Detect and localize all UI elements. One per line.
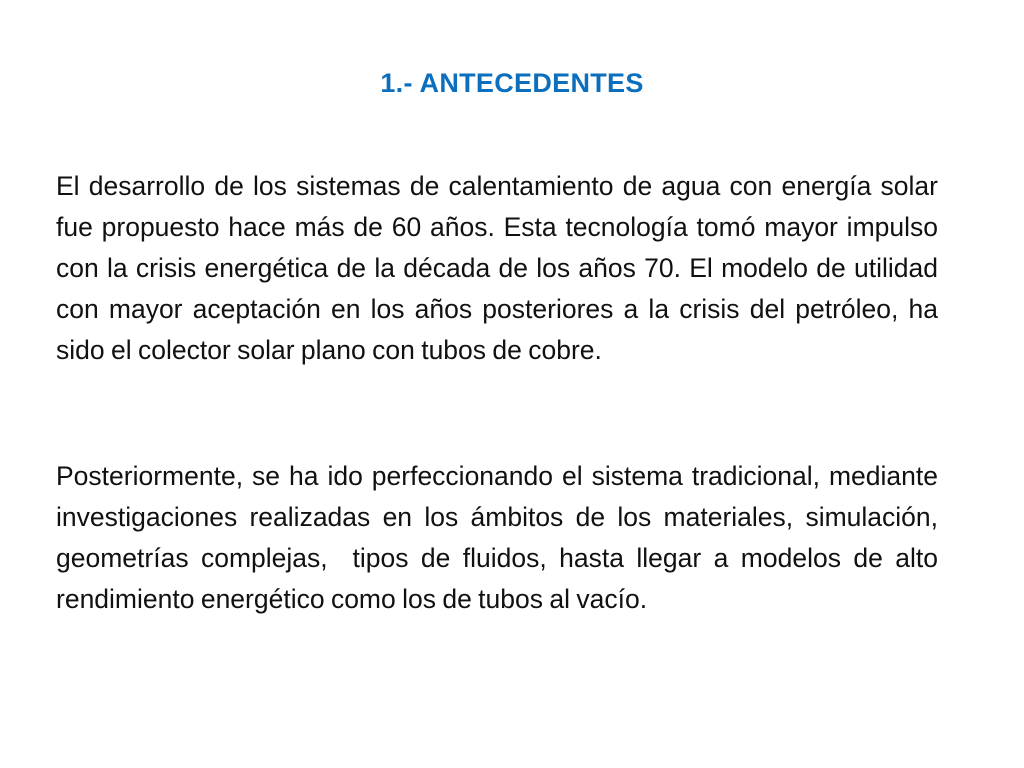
- slide-title: 1.- ANTECEDENTES: [380, 68, 644, 98]
- paragraph-development: Posteriormente, se ha ido perfeccionando el sistema tradicional, mediante investigaciones realizadas en los ámbitos de los materiales, simulación, geometrías complejas, tipos de fluidos, hasta llegar a modelos de alto rendimiento energético como los de tubos al vacío.: [56, 461, 945, 614]
- paragraph-history: El desarrollo de los sistemas de calentamiento de agua con energía solar fue propuesto hace más de 60 años. Esta tecnología tomó mayor impulso con la crisis energética de la década de los años 70. El modelo de utilidad con mayor aceptación en los años posteriores a la crisis del petróleo, ha sido el colector solar plano con tubos de cobre.: [56, 171, 951, 365]
